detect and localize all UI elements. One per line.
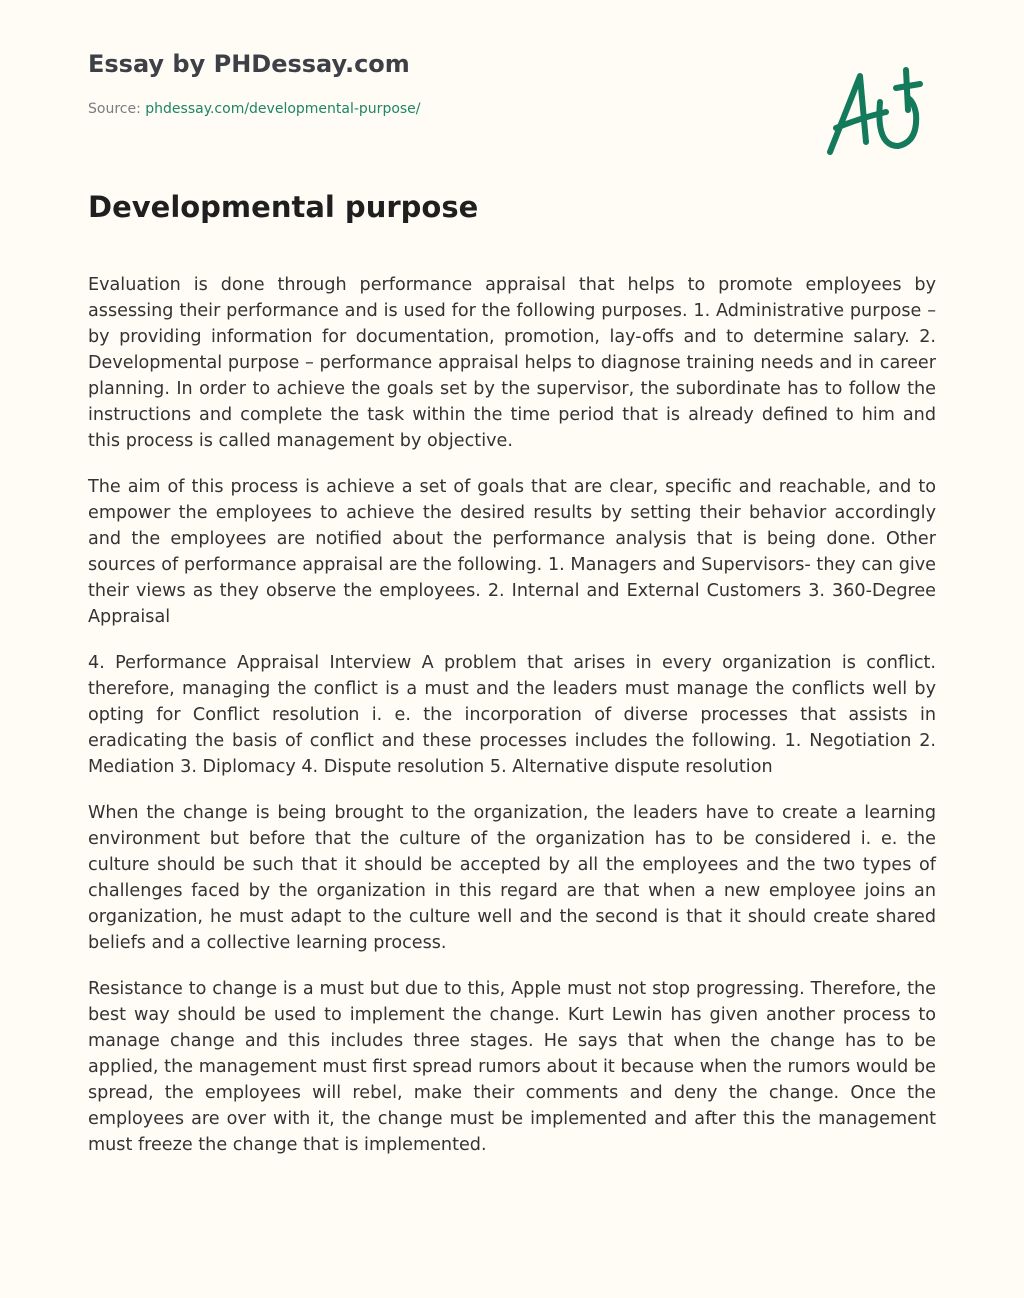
- essay-body: [88, 272, 936, 1178]
- site-title: Essay by PHDessay.com: [88, 50, 410, 78]
- a-plus-logo-icon: [820, 62, 932, 162]
- essay-title: Developmental purpose: [88, 190, 479, 224]
- paragraph: Resistance to change is a must but due to this, Apple must not stop progressing. Therefore, the best way should be used to implement the change. Kurt Lewin has given another process to manage change and this includes three stages. He says that when the change has to be applied, the management must first spread rumors about it because when the rumors would be spread, the employees will rebel, make their comments and deny the change. Once the employees are over with it, the change must be implemented and after this the management must freeze the change that is implemented.: [88, 979, 936, 1155]
- paragraph: Evaluation is done through performance appraisal that helps to promote employees by assessing their performance and is used for the following purposes. 1. Administrative purpose – by providing information for documentation, promotion, lay-offs and to determine salary. 2. Developmental purpose – performance appraisal helps to diagnose training needs and in career planning. In order to achieve the goals set by the supervisor, the subordinate has to follow the instructions and complete the task within the time period that is already defined to him and this process is called management by objective.: [88, 275, 936, 451]
- source-link[interactable]: phdessay.com/developmental-purpose/: [145, 101, 421, 117]
- paragraph: 4. Performance Appraisal Interview A problem that arises in every organization is conflict. therefore, managing the conflict is a must and the leaders must manage the conflicts well by opting for Conflict resolution i. e. the incorporation of diverse processes that assists in eradicating the basis of conflict and these processes includes the following. 1. Negotiation 2. Mediation 3. Diplomacy 4. Dispute resolution 5. Alternative dispute resolution: [88, 653, 936, 777]
- paragraph: The aim of this process is achieve a set of goals that are clear, specific and reachable, and to empower the employees to achieve the desired results by setting their behavior accordingly and the employees are notified about the performance analysis that is being done. Other sources of performance appraisal are the following. 1. Managers and Supervisors- they can give their views as they observe the employees. 2. Internal and External Customers 3. 360-Degree Appraisal: [88, 477, 936, 627]
- source-label: Source:: [88, 101, 141, 117]
- paragraph: When the change is being brought to the organization, the leaders have to create a learning environment but before that the culture of the organization has to be considered i. e. the culture should be such that it should be accepted by all the employees and the two types of challenges faced by the organization in this regard are that when a new employee joins an organization, he must adapt to the culture well and the second is that it should create shared beliefs and a collective learning process.: [88, 803, 936, 953]
- source-line: [88, 101, 421, 117]
